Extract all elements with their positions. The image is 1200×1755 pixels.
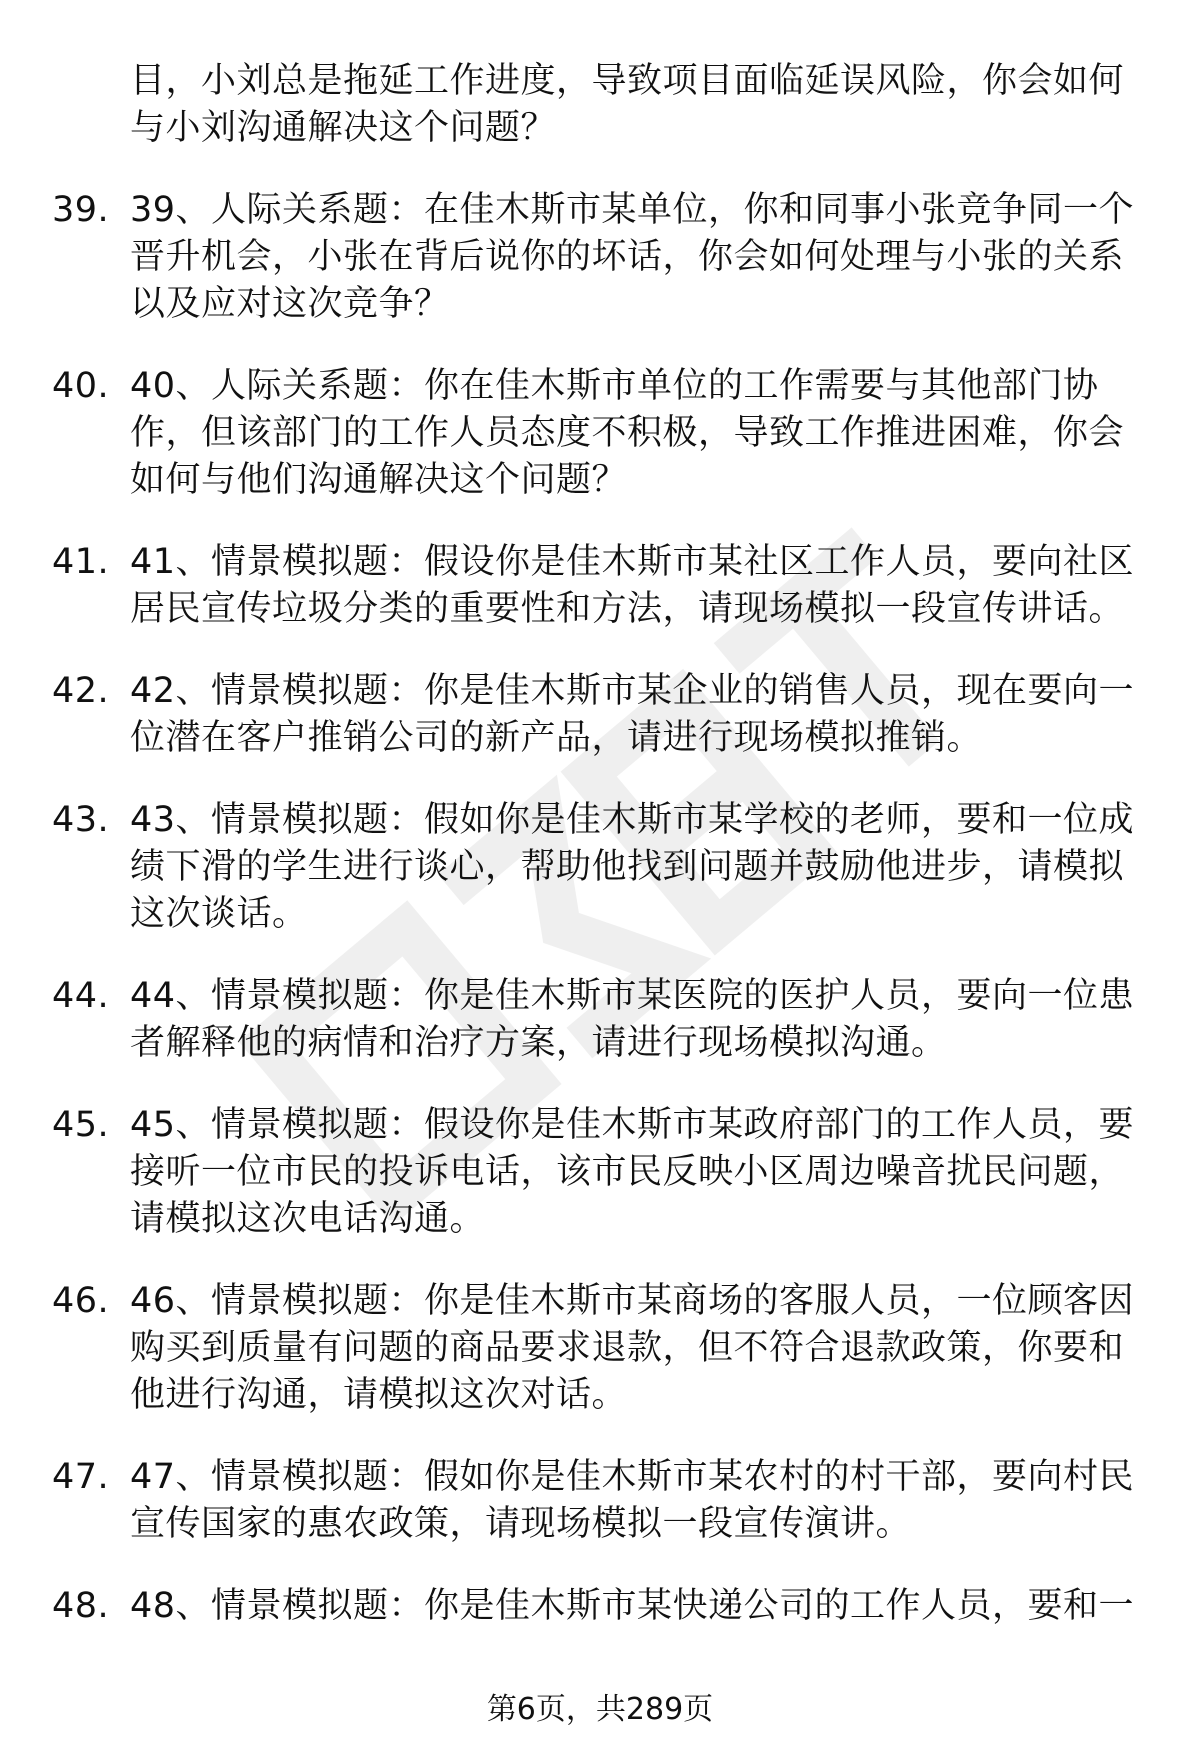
list-item: [52, 1102, 1152, 1243]
item-number: 42.: [52, 671, 110, 711]
item-number: 41.: [52, 542, 110, 582]
item-number: 45.: [52, 1105, 110, 1145]
item-text: 46、情景模拟题：你是佳木斯市某商场的客服人员，一位顾客因购买到质量有问题的商品要求退款，但不符合退款政策，你要和他进行沟通，请模拟这次对话。: [130, 1281, 1135, 1415]
list-item: [52, 187, 1152, 328]
item-text: 48、情景模拟题：你是佳木斯市某快递公司的工作人员，要和一: [130, 1586, 1135, 1626]
continuation-paragraph: 目，小刘总是拖延工作进度，导致项目面临延误风险，你会如何与小刘沟通解决这个问题？: [130, 61, 1125, 148]
item-text: 43、情景模拟题：假如你是佳木斯市某学校的老师，要和一位成绩下滑的学生进行谈心，帮助他找到问题并鼓励他进步，请模拟这次谈话。: [130, 800, 1135, 934]
item-number: 40.: [52, 366, 110, 406]
item-text: 44、情景模拟题：你是佳木斯市某医院的医护人员，要向一位患者解释他的病情和治疗方案，请进行现场模拟沟通。: [130, 976, 1135, 1063]
item-text: 39、人际关系题：在佳木斯市某单位，你和同事小张竞争同一个晋升机会，小张在背后说你的坏话，你会如何处理与小张的关系以及应对这次竞争？: [130, 190, 1135, 324]
item-number: 44.: [52, 976, 110, 1016]
item-text: 47、情景模拟题：假如你是佳木斯市某农村的村干部，要向村民宣传国家的惠农政策，请现场模拟一段宣传演讲。: [130, 1457, 1135, 1544]
list-item: [52, 973, 1152, 1067]
item-number: 46.: [52, 1281, 110, 1321]
item-text: 40、人际关系题：你在佳木斯市单位的工作需要与其他部门协作，但该部门的工作人员态度不积极，导致工作推进困难，你会如何与他们沟通解决这个问题？: [130, 366, 1125, 500]
item-text: 45、情景模拟题：假设你是佳木斯市某政府部门的工作人员，要接听一位市民的投诉电话，该市民反映小区周边噪音扰民问题，请模拟这次电话沟通。: [130, 1105, 1135, 1239]
list-item: [52, 363, 1152, 504]
list-item: [52, 539, 1152, 633]
item-number: 48.: [52, 1586, 110, 1626]
list-item: [52, 1454, 1152, 1548]
item-number: 43.: [52, 800, 110, 840]
list-item: [52, 1278, 1152, 1419]
item-text: 41、情景模拟题：假设你是佳木斯市某社区工作人员，要向社区居民宣传垃圾分类的重要性和方法，请现场模拟一段宣传讲话。: [130, 542, 1135, 629]
page-footer: 第6页，共289页: [486, 1692, 714, 1727]
item-number: 47.: [52, 1457, 110, 1497]
item-text: 42、情景模拟题：你是佳木斯市某企业的销售人员，现在要向一位潜在客户推销公司的新产品，请进行现场模拟推销。: [130, 671, 1135, 758]
list-item: [52, 668, 1152, 762]
list-item: [52, 797, 1152, 938]
item-number: 39.: [52, 190, 110, 230]
list-item: [52, 1583, 1152, 1630]
document-content: [52, 58, 1152, 1665]
